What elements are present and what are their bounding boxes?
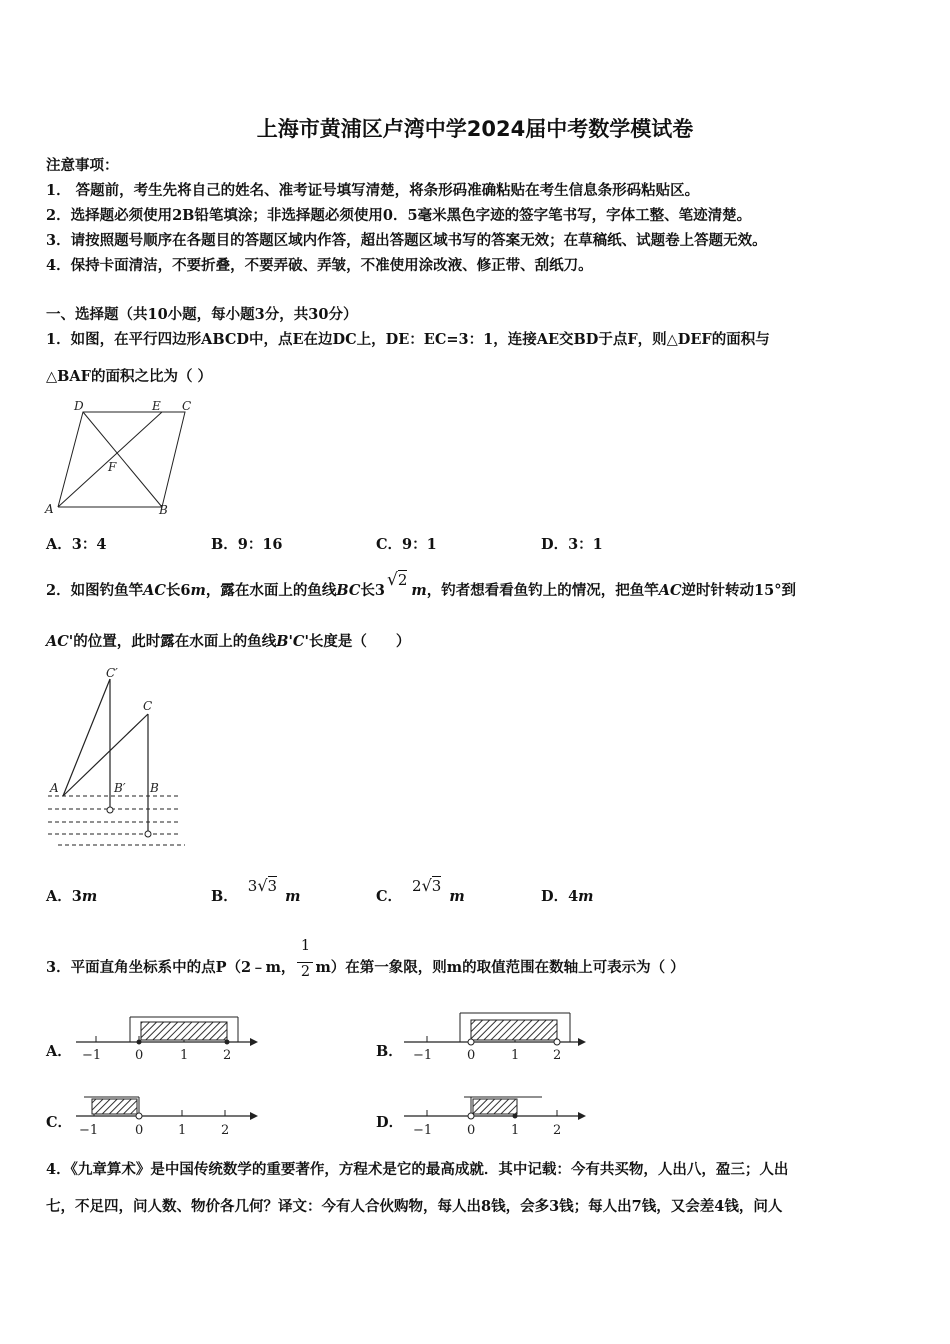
water-lines [48,796,185,845]
svg-text:1: 1 [511,1123,520,1138]
label-b: B [159,503,168,517]
label-c-prime: C′ [106,666,118,680]
q1-option-b[interactable]: B．9：16 [211,536,283,553]
q3-number-line-d [402,1092,592,1142]
label-b: B [150,781,159,795]
q2-stem-line1: 2．如图钓鱼竿AC长6m，露在水面上的鱼线BC长3√2m，钓者想看看鱼钓上的情况，把鱼竿AC逆时针转动15°到 [46,570,796,599]
svg-text:−1: −1 [79,1123,99,1138]
q3-stem: 3．平面直角坐标系中的点P（2﹣m， $\frac{1}{2}$ m）在第一象限，则m的取值范围在数轴上可表示为（ ） [46,938,685,980]
q3-option-b[interactable]: B． [376,1043,403,1060]
section-heading: 一、选择题（共10小题，每小题3分，共30分） [46,306,358,323]
notice-heading: 注意事项： [46,157,119,174]
svg-text:−1: −1 [413,1123,433,1138]
svg-text:−1: −1 [82,1048,102,1063]
notice-item: 1． 答题前，考生先将自己的姓名、准考证号填写清楚，将条形码准确粘贴在考生信息条形码粘贴区。 [46,182,700,199]
parallelogram-outline [58,412,185,507]
svg-text:1: 1 [511,1048,520,1063]
q1-option-a[interactable]: A．3：4 [46,536,107,553]
svg-text:2: 2 [553,1048,562,1063]
q2-option-c[interactable]: C．2√3m [376,876,465,905]
q2-option-a[interactable]: A．3m [46,888,98,905]
q3-option-c[interactable]: C． [46,1114,73,1131]
q2-option-d[interactable]: D．4m [541,888,594,905]
svg-text:0: 0 [135,1123,144,1138]
page-title: 上海市黄浦区卢湾中学2024届中考数学模试卷 [256,117,694,141]
svg-text:1: 1 [178,1123,187,1138]
svg-text:−1: −1 [413,1048,433,1063]
q4-stem-line2: 七，不足四，问人数、物价各几何？译文：今有人合伙购物，每人出8钱，会多3钱；每人出7钱，又会差4钱，问人 [46,1198,783,1215]
svg-text:2: 2 [221,1123,230,1138]
q1-parallelogram-figure [40,393,200,523]
hook-b-prime [107,807,113,813]
label-d: D [74,399,84,413]
svg-text:2: 2 [223,1048,232,1063]
notice-item: 3．请按照题号顺序在各题目的答题区域内作答，超出答题区域书写的答案无效；在草稿纸、试题卷上答题无效。 [46,232,767,249]
hook-b [145,831,151,837]
q2-stem-line2: AC'的位置，此时露在水面上的鱼线B'C'长度是（ ） [46,633,411,650]
svg-text:0: 0 [135,1048,144,1063]
q1-stem-line2: △BAF的面积之比为（ ） [46,368,212,385]
q3-option-a[interactable]: A． [46,1043,72,1060]
label-a: A [50,781,59,795]
q1-stem-line1: 1．如图，在平行四边形ABCD中，点E在边DC上，DE：EC=3：1，连接AE交BD于点F，则△DEF的面积与 [46,331,770,348]
label-e: E [152,399,161,413]
label-c: C [182,399,192,413]
rod-ac-prime [63,679,110,796]
q3-number-line-a [74,1012,264,1068]
q3-option-d[interactable]: D． [376,1114,404,1131]
q1-option-d[interactable]: D．3：1 [541,536,603,553]
notice-item: 2．选择题必须使用2B铅笔填涂；非选择题必须使用0．5毫米黑色字迹的签字笔书写，字体工整、笔迹清楚。 [46,207,752,224]
label-c: C [143,699,153,713]
q4-stem-line1: 4．《九章算术》是中国传统数学的重要著作，方程术是它的最高成就．其中记载：今有共买物，人出八，盈三；人出 [46,1161,789,1178]
svg-text:0: 0 [467,1048,476,1063]
label-b-prime: B′ [114,781,126,795]
segment-bd [83,412,162,507]
q1-option-c[interactable]: C．9：1 [376,536,437,553]
q2-option-b[interactable]: B．3√3m [211,876,301,905]
q3-number-line-b [402,1008,592,1064]
svg-text:2: 2 [553,1123,562,1138]
svg-text:0: 0 [467,1123,476,1138]
label-f: F [108,460,117,474]
q3-number-line-c [74,1092,264,1142]
rod-ac [63,714,148,796]
label-a: A [45,502,54,516]
svg-text:1: 1 [180,1048,189,1063]
q2-fishing-rod-figure [40,662,200,852]
notice-item: 4．保持卡面清洁，不要折叠，不要弄破、弄皱，不准使用涂改液、修正带、刮纸刀。 [46,257,593,274]
